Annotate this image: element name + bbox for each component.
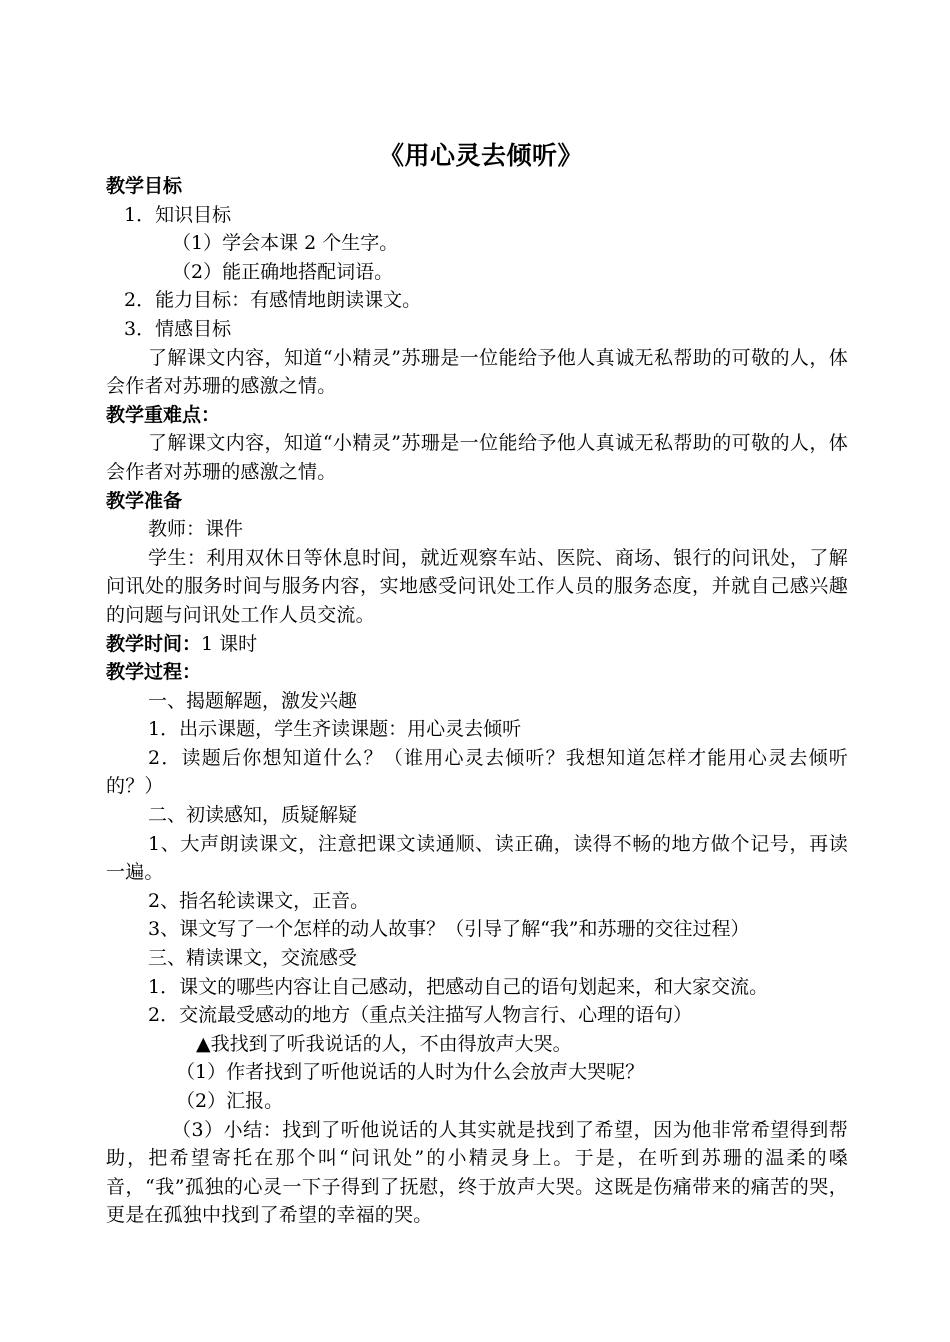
quoted-sentence: ▲我找到了听我说话的人，不由得放声大哭。 [196, 1032, 572, 1055]
part-two-title: 二、初读感知，质疑解疑 [148, 804, 358, 827]
emotion-goal: 3．情感目标 [124, 317, 232, 340]
emotion-goal-text: 了解课文内容，知道“小精灵”苏珊是一位能给予他人真诚无私帮助的可敬的人，体会作者对苏珊的感激之情。 [106, 346, 848, 398]
question-item: （1）作者找到了听他说话的人时为什么会放声大哭呢？ [176, 1061, 645, 1084]
document-title: 《用心灵去倾听》 [378, 141, 583, 170]
summary-paragraph: （3）小结：找到了听他说话的人其实就是找到了希望，因为他非常希望得到帮助，把希望寄托在那个叫“问讯处”的小精灵身上。于是，在听到苏珊的温柔的嗓音，“我”孤独的心灵一下子得到了抚慰，终于放声大哭。这既是伤痛带来的痛苦的哭，更是在孤独中找到了希望的幸福的哭。 [106, 1118, 848, 1227]
part-one-title: 一、揭题解题，激发兴趣 [148, 689, 358, 712]
knowledge-goal-item: （2）能正确地搭配词语。 [172, 260, 394, 283]
part-one-item: 2．读题后你想知道什么？（谁用心灵去倾听？我想知道怎样才能用心灵去倾听的？） [106, 746, 848, 798]
key-points-text: 了解课文内容，知道“小精灵”苏珊是一位能给予他人真诚无私帮助的可敬的人，体会作者对苏珊的感激之情。 [106, 432, 848, 483]
teaching-time-label: 教学时间： [106, 632, 202, 655]
preparation-heading: 教学准备 [106, 489, 183, 512]
part-three-item: 2．交流最受感动的地方（重点关注描写人物言行、心理的语句） [148, 1004, 693, 1027]
part-two-item: 3、课文写了一个怎样的动人故事？（引导了解“我”和苏珊的交往过程） [148, 918, 750, 941]
process-heading: 教学过程： [106, 661, 202, 684]
ability-goal: 2．能力目标：有感情地朗读课文。 [124, 289, 422, 312]
key-points-heading: 教学重难点： [106, 403, 221, 426]
part-one-item: 1．出示课题，学生齐读课题：用心灵去倾听 [148, 718, 522, 741]
knowledge-goal: 1．知识目标 [124, 203, 232, 226]
part-three-item: 1．课文的哪些内容让自己感动，把感动自己的语句划起来，和大家交流。 [148, 975, 769, 998]
part-three-title: 三、精读课文，交流感受 [148, 947, 358, 970]
teaching-time-value: 1 课时 [201, 632, 258, 655]
part-two-item: 2、指名轮读课文，正音。 [148, 889, 370, 912]
objectives-heading: 教学目标 [106, 175, 183, 197]
teaching-time [106, 630, 848, 659]
part-two-item: 1、大声朗读课文，注意把课文读通顺、读正确，读得不畅的地方做个记号，再读一遍。 [106, 832, 848, 884]
knowledge-goal-item: （1）学会本课 2 个生字。 [172, 232, 399, 255]
teacher-preparation: 教师：课件 [148, 518, 244, 541]
question-item: （2）汇报。 [176, 1090, 284, 1112]
student-preparation: 学生：利用双休日等休息时间，就近观察车站、医院、商场、银行的问讯处，了解问讯处的服务时间与服务内容，实地感受问讯处工作人员的服务态度，并就自己感兴趣的问题与问讯处工作人员交流。 [106, 546, 848, 626]
document-page [106, 140, 848, 1230]
